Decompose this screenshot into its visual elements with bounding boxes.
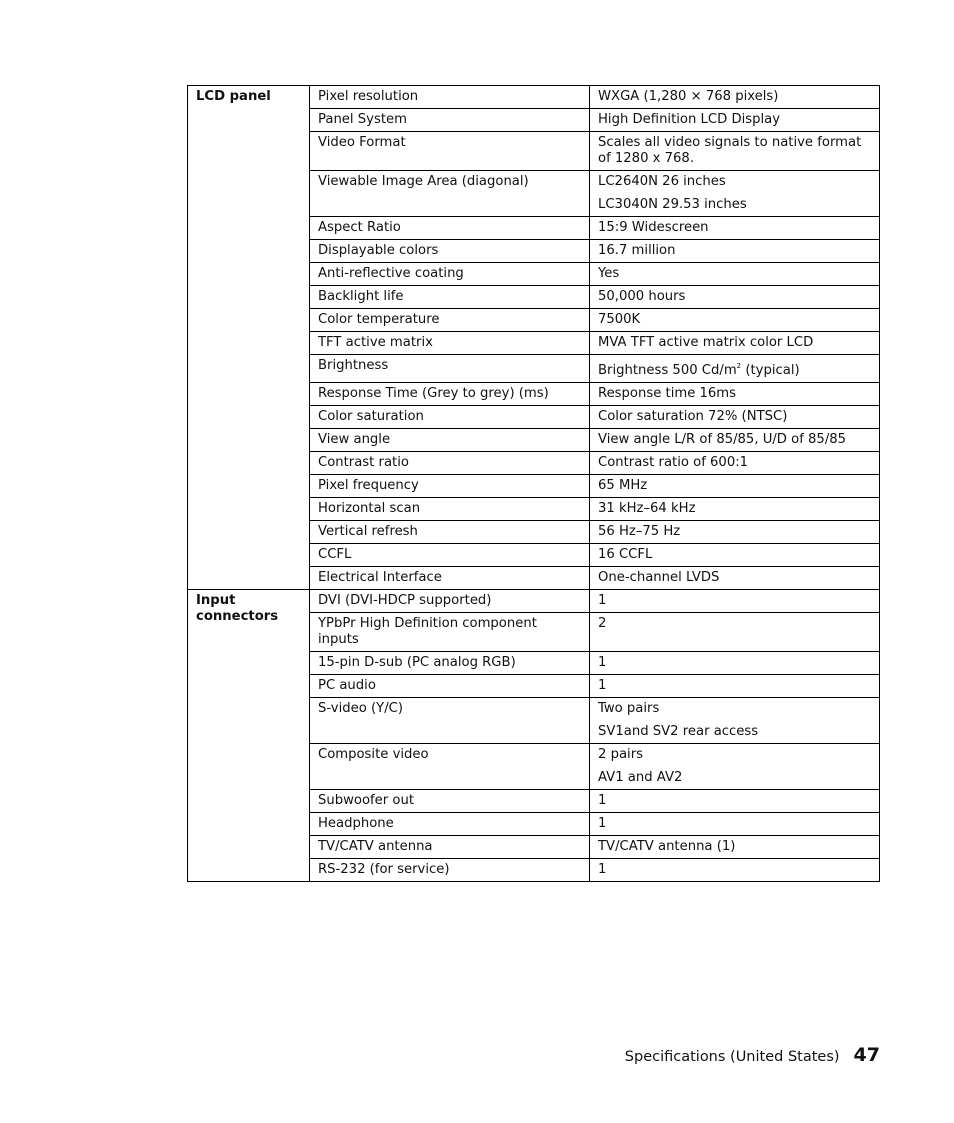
spec-value-line: LC2640N 26 inches (598, 174, 726, 189)
spec-value (590, 521, 880, 544)
spec-value (590, 355, 880, 383)
spec-value-line: View angle L/R of 85/85, U/D of 85/85 (598, 432, 847, 447)
spec-value-line: Scales all video signals to native format of 1280 x 768. (598, 135, 862, 166)
spec-value (590, 652, 880, 675)
spec-value-line: High Definition LCD Display (598, 112, 781, 127)
spec-name: Anti-reflective coating (310, 263, 590, 286)
spec-value (590, 613, 880, 652)
spec-name: Color temperature (310, 309, 590, 332)
spec-value (590, 698, 880, 744)
footer-title: Specifications (United States) (624, 1049, 840, 1065)
spec-value (590, 240, 880, 263)
spec-name: Composite video (310, 744, 590, 790)
section-title: Input connectors (188, 590, 310, 882)
spec-name: Displayable colors (310, 240, 590, 263)
section-title: LCD panel (188, 86, 310, 590)
spec-name: Color saturation (310, 406, 590, 429)
page-footer (625, 1044, 880, 1066)
spec-name: Pixel frequency (310, 475, 590, 498)
specifications-table (187, 85, 880, 882)
superscript: 2 (736, 362, 742, 370)
spec-name: PC audio (310, 675, 590, 698)
spec-value (590, 544, 880, 567)
spec-name: Contrast ratio (310, 452, 590, 475)
spec-value-line: 16.7 million (598, 243, 676, 258)
spec-value-line: 1 (598, 793, 607, 808)
spec-value-line: 31 kHz–64 kHz (598, 501, 696, 516)
spec-name: Video Format (310, 132, 590, 171)
spec-value-line: 1 (598, 655, 607, 670)
spec-name: Pixel resolution (310, 86, 590, 109)
spec-value (590, 332, 880, 355)
spec-name: 15-pin D-sub (PC analog RGB) (310, 652, 590, 675)
spec-value (590, 590, 880, 613)
spec-value-line: TV/CATV antenna (1) (598, 839, 736, 854)
page-number: 47 (853, 1044, 880, 1066)
spec-value-line: 7500K (598, 312, 641, 327)
spec-value (590, 836, 880, 859)
spec-value (590, 790, 880, 813)
spec-value (590, 86, 880, 109)
spec-value-line: 2 pairs (598, 747, 643, 762)
spec-value-line: 65 MHz (598, 478, 648, 493)
spec-value-line: LC3040N 29.53 inches (598, 197, 747, 212)
spec-value-line: 1 (598, 862, 607, 877)
spec-value (590, 498, 880, 521)
spec-value (590, 263, 880, 286)
spec-name: Subwoofer out (310, 790, 590, 813)
spec-value-line: Color saturation 72% (NTSC) (598, 409, 788, 424)
spec-value-line: 15:9 Widescreen (598, 220, 709, 235)
spec-value (590, 109, 880, 132)
spec-value (590, 859, 880, 882)
spec-name: TV/CATV antenna (310, 836, 590, 859)
specifications-table-body (188, 86, 880, 882)
spec-value-line: AV1 and AV2 (598, 770, 683, 785)
table-row (188, 86, 880, 109)
spec-value (590, 675, 880, 698)
spec-value-line: 1 (598, 678, 607, 693)
spec-name: YPbPr High Definition component inputs (310, 613, 590, 652)
spec-value-line: 50,000 hours (598, 289, 686, 304)
spec-name: Vertical refresh (310, 521, 590, 544)
spec-value-line: SV1and SV2 rear access (598, 724, 759, 739)
spec-value-line: Two pairs (598, 701, 660, 716)
spec-name: Aspect Ratio (310, 217, 590, 240)
spec-value-line: WXGA (1,280 × 768 pixels) (598, 89, 779, 104)
spec-name: Horizontal scan (310, 498, 590, 521)
spec-value-suffix: (typical) (741, 363, 800, 378)
spec-name: Response Time (Grey to grey) (ms) (310, 383, 590, 406)
spec-value-line: Response time 16ms (598, 386, 737, 401)
spec-value (590, 383, 880, 406)
spec-value (590, 309, 880, 332)
spec-name: Viewable Image Area (diagonal) (310, 171, 590, 217)
spec-value-line: 16 CCFL (598, 547, 653, 562)
spec-value (590, 429, 880, 452)
spec-value (590, 813, 880, 836)
spec-value (590, 132, 880, 171)
spec-name: S-video (Y/C) (310, 698, 590, 744)
spec-name: Electrical Interface (310, 567, 590, 590)
spec-value (590, 286, 880, 309)
spec-name: TFT active matrix (310, 332, 590, 355)
spec-value-line: 56 Hz–75 Hz (598, 524, 681, 539)
spec-value-line: Contrast ratio of 600:1 (598, 455, 749, 470)
spec-value (590, 744, 880, 790)
spec-name: DVI (DVI-HDCP supported) (310, 590, 590, 613)
spec-value (590, 171, 880, 217)
spec-name: Brightness (310, 355, 590, 383)
spec-value (590, 452, 880, 475)
spec-value (590, 217, 880, 240)
spec-value-line: 1 (598, 593, 607, 608)
spec-value (590, 567, 880, 590)
spec-name: View angle (310, 429, 590, 452)
spec-name: Backlight life (310, 286, 590, 309)
spec-value-line: Yes (598, 266, 620, 281)
spec-name: CCFL (310, 544, 590, 567)
spec-value-line: 2 (598, 616, 607, 631)
table-row (188, 590, 880, 613)
spec-name: RS-232 (for service) (310, 859, 590, 882)
spec-value-line: Brightness 500 Cd/m (598, 363, 737, 378)
spec-value (590, 475, 880, 498)
spec-value-line: MVA TFT active matrix color LCD (598, 335, 814, 350)
spec-value-line: One-channel LVDS (598, 570, 720, 585)
spec-name: Panel System (310, 109, 590, 132)
spec-name: Headphone (310, 813, 590, 836)
spec-value-line: 1 (598, 816, 607, 831)
spec-value (590, 406, 880, 429)
